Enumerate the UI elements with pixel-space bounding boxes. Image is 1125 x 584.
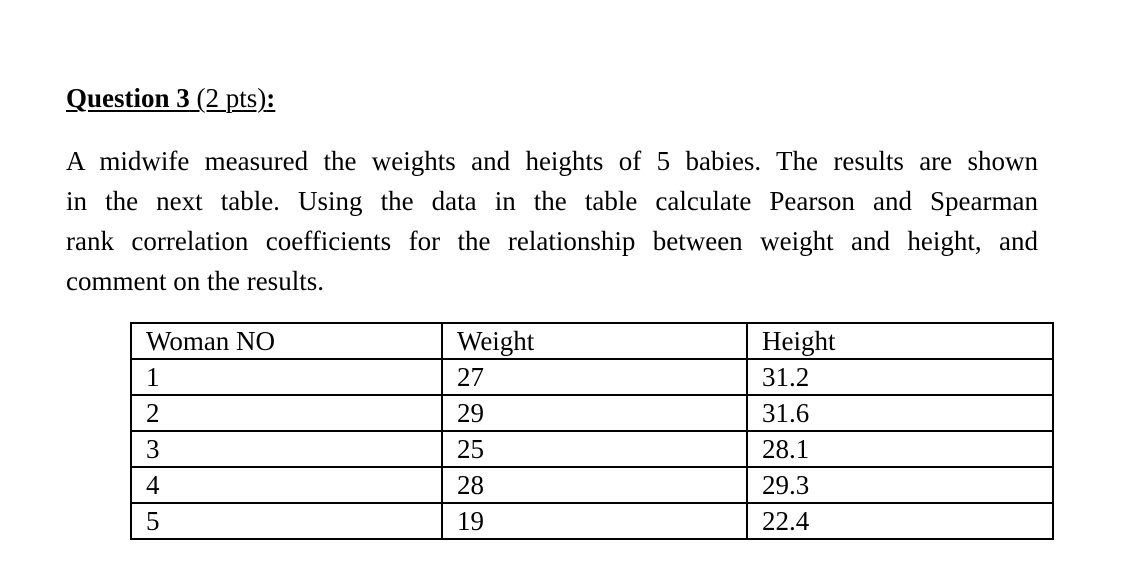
table-row — [131, 503, 1053, 539]
cell-weight: 19 — [442, 503, 747, 539]
cell-weight: 25 — [442, 431, 747, 467]
table-row — [131, 467, 1053, 503]
cell-height: 31.6 — [747, 395, 1053, 431]
question-heading — [66, 80, 275, 116]
cell-woman-no: 5 — [131, 503, 442, 539]
question-colon: : — [266, 83, 276, 113]
question-text-line: rank correlation coefficients for the relationship between weight and height, and — [66, 226, 1038, 256]
cell-height: 31.2 — [747, 359, 1053, 395]
cell-height: 29.3 — [747, 467, 1053, 503]
cell-woman-no: 3 — [131, 431, 442, 467]
cell-weight: 29 — [442, 395, 747, 431]
cell-woman-no: 2 — [131, 395, 442, 431]
cell-woman-no: 4 — [131, 467, 442, 503]
data-table — [130, 322, 1054, 540]
column-header-weight: Weight — [442, 323, 747, 359]
table-row — [131, 395, 1053, 431]
question-label: Question 3 — [66, 83, 190, 113]
cell-woman-no: 1 — [131, 359, 442, 395]
question-text-line: comment on the results. — [66, 266, 324, 296]
cell-weight: 28 — [442, 467, 747, 503]
column-header-woman-no: Woman NO — [131, 323, 442, 359]
cell-weight: 27 — [442, 359, 747, 395]
column-header-height: Height — [747, 323, 1053, 359]
table-header-row — [131, 323, 1053, 359]
cell-height: 28.1 — [747, 431, 1053, 467]
question-text-line: in the next table. Using the data in the table calculate Pearson and Spearman — [66, 186, 1038, 216]
cell-height: 22.4 — [747, 503, 1053, 539]
table-row — [131, 359, 1053, 395]
question-text — [66, 141, 1038, 301]
table-row — [131, 431, 1053, 467]
question-text-line: A midwife measured the weights and heights of 5 babies. The results are shown — [66, 146, 1038, 176]
question-points: (2 pts) — [196, 83, 267, 113]
